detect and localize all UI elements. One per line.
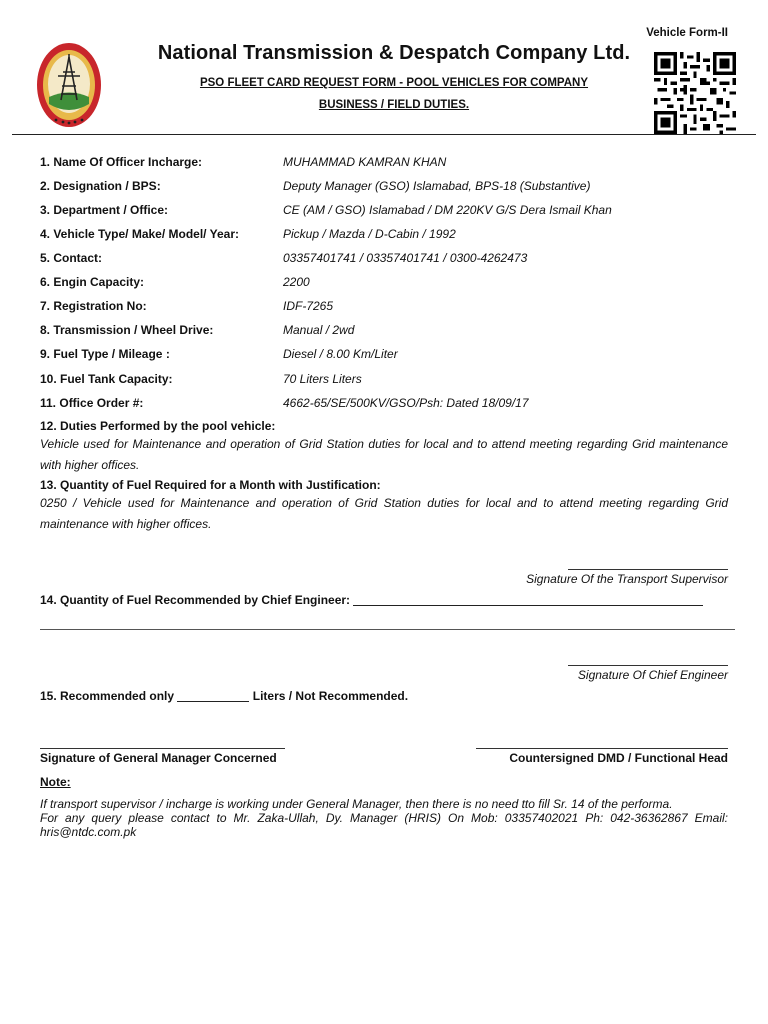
section-13-heading: 13. Quantity of Fuel Required for a Month with Justification: bbox=[40, 478, 381, 492]
field-label: 11. Office Order #: bbox=[40, 396, 144, 410]
field-value: 03357401741 / 03357401741 / 0300-4262473 bbox=[283, 251, 528, 265]
section-15-suffix: Liters / Not Recommended. bbox=[252, 689, 409, 703]
form-title-line-1: PSO FLEET CARD REQUEST FORM - POOL VEHICLES FOR COMPANY bbox=[199, 77, 589, 89]
section-13-text: 0250 / Vehicle used for Maintenance and operation of Grid Station duties for local and to attend meeting regarding Grid maintenance with higher offices. bbox=[40, 496, 728, 531]
field-label: 7. Registration No: bbox=[40, 299, 147, 313]
field-value: Deputy Manager (GSO) Islamabad, BPS-18 (Substantive) bbox=[283, 179, 591, 193]
chief-engineer-signature-label: Signature Of Chief Engineer bbox=[577, 668, 728, 682]
general-manager-signature-label: Signature of General Manager Concerned bbox=[40, 751, 277, 765]
header-divider bbox=[12, 134, 756, 135]
field-label: 5. Contact: bbox=[40, 251, 103, 265]
field-label: 10. Fuel Tank Capacity: bbox=[40, 372, 173, 386]
field-value: CE (AM / GSO) Islamabad / DM 220KV G/S Dera Ismail Khan bbox=[283, 203, 612, 217]
qr-code bbox=[652, 52, 738, 134]
section-15-prefix: 15. Recommended only bbox=[40, 689, 175, 703]
field-value: IDF-7265 bbox=[283, 299, 334, 313]
transport-supervisor-signature-line bbox=[568, 569, 728, 570]
form-reference: Vehicle Form-II bbox=[646, 27, 728, 39]
field-label: 3. Department / Office: bbox=[40, 203, 169, 217]
note-text bbox=[40, 797, 728, 839]
general-manager-signature-line bbox=[40, 748, 285, 749]
field-label: 4. Vehicle Type/ Make/ Model/ Year: bbox=[40, 227, 239, 241]
form-title-line-2: BUSINESS / FIELD DUTIES. bbox=[318, 99, 470, 111]
section-14-label: 14. Quantity of Fuel Recommended by Chief Engineer: bbox=[40, 593, 351, 607]
dmd-signature-line bbox=[476, 748, 728, 749]
section-14-fill-line bbox=[353, 594, 703, 606]
section-12-heading: 12. Duties Performed by the pool vehicle: bbox=[40, 419, 276, 433]
note-line-1: If transport supervisor / incharge is working under General Manager, then there is no need tto fill Sr. 14 of the performa. bbox=[40, 797, 673, 811]
note-heading: Note: bbox=[40, 775, 71, 789]
field-label: 6. Engin Capacity: bbox=[40, 275, 145, 289]
field-value: 2200 bbox=[283, 275, 310, 289]
transport-supervisor-signature-label: Signature Of the Transport Supervisor bbox=[526, 572, 728, 586]
section-divider-line bbox=[40, 629, 735, 630]
section-12-text: Vehicle used for Maintenance and operation of Grid Station duties for local and to attend meeting regarding Grid maintenance with higher offices. bbox=[40, 437, 728, 472]
field-value: Manual / 2wd bbox=[283, 323, 355, 337]
chief-engineer-signature-line bbox=[568, 665, 728, 666]
field-label: 9. Fuel Type / Mileage : bbox=[40, 347, 170, 361]
dmd-signature-label: Countersigned DMD / Functional Head bbox=[509, 751, 728, 765]
field-value: Pickup / Mazda / D-Cabin / 1992 bbox=[283, 227, 456, 241]
field-value: 70 Liters Liters bbox=[283, 372, 362, 386]
field-value: MUHAMMAD KAMRAN KHAN bbox=[283, 155, 447, 169]
field-value: 4662-65/SE/500KV/GSO/Psh: Dated 18/09/17 bbox=[283, 396, 529, 410]
section-14-row bbox=[40, 593, 703, 607]
note-line-2: For any query please contact to Mr. Zaka-Ullah, Dy. Manager (HRIS) On Mob: 03357402021 Ph: 042-36362867 Email: hris@ntdc.com.pk bbox=[40, 811, 728, 839]
field-label: 8. Transmission / Wheel Drive: bbox=[40, 323, 214, 337]
section-15-row bbox=[40, 689, 408, 703]
organization-name: National Transmission & Despatch Company Ltd. bbox=[157, 42, 631, 64]
field-label: 2. Designation / BPS: bbox=[40, 179, 161, 193]
field-value: Diesel / 8.00 Km/Liter bbox=[283, 347, 398, 361]
section-15-fill-line bbox=[177, 690, 249, 702]
field-label: 1. Name Of Officer Incharge: bbox=[40, 155, 203, 169]
